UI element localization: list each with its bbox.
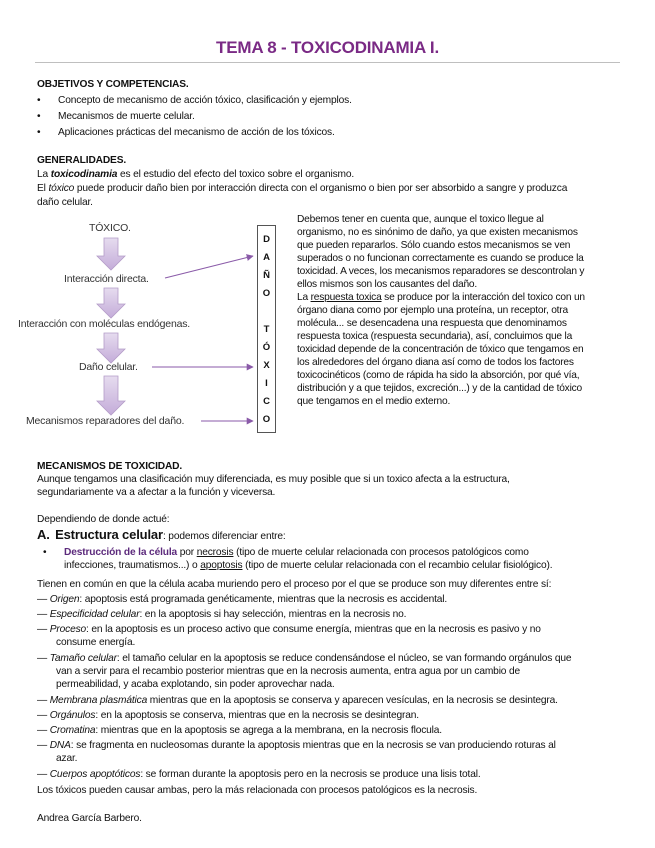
item-text: : en la apoptosis es un proceso activo que consume energía, mientras que en la necrosis es pasivo y no — [86, 624, 541, 635]
mecanismos-line: segundariamente va a afectar a la función y viceversa. — [37, 487, 276, 498]
dano-toxico-box — [257, 225, 276, 433]
side-arrow — [165, 256, 253, 278]
dash-item-cont: van a servir para el recambio posterior mientras que en la necrosis aumenta, entra agua por un cambio de — [56, 666, 521, 677]
box-letter: X — [263, 360, 270, 371]
right-text-line: Debemos tener en cuenta que, aunque el toxico llegue al — [297, 214, 544, 225]
objetivo-item: • Concepto de mecanismo de acción tóxico, clasificación y ejemplos. — [58, 94, 352, 107]
item-term: Cromatina — [49, 725, 96, 736]
item-term: Orgánulos — [49, 710, 96, 721]
item-text: : se forman durante la apoptosis pero en la necrosis se produce una lisis total. — [140, 769, 481, 780]
dash-item: — Origen: apoptosis está programada genéticamente, mientras que la necrosis es accidental. — [37, 594, 448, 605]
objetivo-item: • Aplicaciones prácticas del mecanismo de acción de los tóxicos. — [58, 126, 335, 139]
mecanismos-line: Aunque tengamos una clasificación muy diferenciada, es muy posible que si un toxico afecta a la estructura, — [37, 474, 510, 485]
diagram-step-3: Daño celular. — [79, 361, 138, 373]
item-text: : en la apoptosis se conserva, mientras que en la necrosis se desintegran. — [95, 710, 419, 721]
text-fragment: La — [37, 169, 51, 180]
item-text: : se fragmenta en nucleosomas durante la apoptosis mientras que en la necrosis se van produciendo roturas al — [70, 740, 556, 751]
text-fragment: El — [37, 183, 49, 194]
box-letter: I — [265, 378, 268, 389]
right-text-line: distribución y a que tejidos, excreción...) y de la cantidad de tóxico — [297, 383, 582, 394]
right-text-line: respuesta toxica (respuesta secundaria), así, concluimos que la — [297, 331, 573, 342]
section-a-heading — [37, 527, 286, 545]
right-text-line: órgano diana como por ejemplo una proteína, un receptor, otra — [297, 305, 568, 316]
section-letter: A. — [37, 527, 50, 542]
dependiendo-line: Dependiendo de donde actué: — [37, 514, 170, 525]
item-term: Proceso — [49, 624, 87, 635]
box-letter: Ó — [262, 342, 271, 353]
text-fragment: infecciones, traumatismos...) o — [64, 560, 201, 571]
right-text-line: los alrededores del órgano diana así como de todos los factores — [297, 357, 574, 368]
right-text-line: superados o no funcionan correctamente es cuando se produce la — [297, 253, 584, 264]
dash-item: — Tamaño celular: el tamaño celular en la apoptosis se reduce condensándose el núcleo, se van formando orgánulos que — [37, 653, 572, 664]
item-text: : el tamaño celular en la apoptosis se reduce condensándose el núcleo, se van formando orgánulos que — [116, 653, 572, 664]
text-fragment: : podemos diferenciar entre: — [162, 531, 286, 542]
right-text-line: que tengamos en el medio externo. — [297, 396, 451, 407]
text-fragment: por — [177, 547, 197, 558]
right-text-line: organismo, no es sinónimo de daño, ya que existen mecanismos — [297, 227, 578, 238]
right-text-line: molécula... se desencadena una respuesta que denominamos — [297, 318, 567, 329]
dash-item-cont: permeabilidad, y acaba explotando, sin poder aprovechar nada. — [56, 679, 335, 690]
down-arrow — [97, 333, 125, 363]
destruccion-line-1 — [64, 546, 529, 559]
right-text-line: toxicidad depende de la concentración de tóxico que tengamos en — [297, 344, 584, 355]
item-term: Membrana plasmática — [49, 695, 148, 706]
box-letter: C — [263, 396, 270, 407]
page-title: TEMA 8 - TOXICODINAMIA I. — [216, 38, 439, 57]
box-letter: T — [263, 324, 270, 335]
objetivos-heading: OBJETIVOS Y COMPETENCIAS. — [37, 79, 189, 90]
item-text: : apoptosis está programada genéticamente, mientras que la necrosis es accidental. — [79, 594, 448, 605]
text-fragment: (tipo de muerte celular relacionada con el recambio celular fisiológico). — [242, 560, 553, 571]
dash-item: — Especificidad celular: en la apoptosis si hay selección, mientras en la necrosis no. — [37, 609, 407, 620]
generalidades-line-3: daño celular. — [37, 197, 93, 208]
box-letter: O — [262, 288, 271, 299]
diagram-step-2: Interacción con moléculas endógenas. — [18, 318, 190, 330]
diagram-step-4: Mecanismos reparadores del daño. — [26, 415, 185, 427]
dash-item: — Proceso: en la apoptosis es un proceso activo que consume energía, mientras que en la necrosis es pasivo y no — [37, 624, 541, 635]
text-fragment: puede producir daño bien por interacción directa con el organismo o bien por ser absorbido a sangre y produzca — [74, 183, 568, 194]
final-line: Los tóxicos pueden causar ambas, pero la más relacionada con procesos patológicos es la necrosis. — [37, 785, 478, 796]
diagram-step-1: Interacción directa. — [64, 273, 149, 285]
right-text-line: que pueden repararlos. Sólo cuando estos mecanismos se ven — [297, 240, 571, 251]
generalidades-heading: GENERALIDADES. — [37, 155, 127, 166]
box-letter: Ñ — [263, 270, 270, 281]
right-text-line — [297, 291, 585, 304]
dash-item-cont: azar. — [56, 753, 78, 764]
right-text-line: toxicidad. A veces, los mecanismos reparadores se descontrolan y — [297, 266, 585, 277]
objetivo-item: • Mecanismos de muerte celular. — [58, 110, 195, 123]
term-apoptosis: apoptosis — [200, 560, 243, 571]
term-respuesta-toxica: respuesta toxica — [310, 292, 382, 303]
box-letter: O — [262, 414, 271, 425]
dash-item: — Orgánulos: en la apoptosis se conserva, mientras que en la necrosis se desintegran. — [37, 710, 419, 721]
item-text: mientras que en la apoptosis se conserva y aparecen vesículas, en la necrosis se desintegra. — [147, 695, 558, 706]
term-toxico: tóxico — [48, 183, 75, 194]
right-text-line: ellos mismos son los causantes del daño. — [297, 279, 478, 290]
box-letter: A — [263, 252, 270, 263]
common-line: Tienen en común en que la célula acaba muriendo pero el proceso por el que se produce son muy diferentes entre sí: — [37, 579, 552, 590]
item-term: Cuerpos apoptóticos — [49, 769, 141, 780]
section-title: Estructura celular — [55, 527, 163, 542]
down-arrow — [97, 238, 125, 270]
author: Andrea García Barbero. — [37, 813, 142, 824]
text-fragment: se produce por la interacción del toxico con un — [381, 292, 585, 303]
term-necrosis: necrosis — [196, 547, 234, 558]
item-term: Origen — [49, 594, 80, 605]
mecanismos-heading: MECANISMOS DE TOXICIDAD. — [37, 461, 183, 472]
item-text: : en la apoptosis si hay selección, mientras en la necrosis no. — [139, 609, 407, 620]
item-term: Tamaño celular — [49, 653, 117, 664]
item-text: : mientras que en la apoptosis se agrega a la membrana, en la necrosis flocula. — [95, 725, 442, 736]
box-letter: D — [263, 234, 270, 245]
item-term: DNA — [49, 740, 71, 751]
text-fragment: (tipo de muerte celular relacionada con procesos patológicos como — [233, 547, 529, 558]
dash-item: — Cromatina: mientras que en la apoptosis se agrega a la membrana, en la necrosis flocula. — [37, 725, 442, 736]
down-arrow — [97, 376, 125, 415]
dash-item: — DNA: se fragmenta en nucleosomas durante la apoptosis mientras que en la necrosis se van produciendo roturas al — [37, 740, 556, 751]
destruccion-title: Destrucción de la célula — [64, 547, 178, 558]
item-term: Especificidad celular — [49, 609, 140, 620]
right-text-line: toxicocinéticos (como de rápida ha sido la absorción, por qué vía, — [297, 370, 580, 381]
text-fragment: La — [297, 292, 311, 303]
text-fragment: es el estudio del efecto del toxico sobre el organismo. — [117, 169, 355, 180]
destruccion-line-2 — [64, 559, 552, 572]
dash-item-cont: consume energía. — [56, 637, 136, 648]
down-arrow — [97, 288, 125, 318]
dash-item: — Membrana plasmática mientras que en la apoptosis se conserva y aparecen vesículas, en la necrosis se desintegra. — [37, 695, 558, 706]
term-toxicodinamia: toxicodinamia — [50, 169, 118, 180]
dash-item: — Cuerpos apoptóticos: se forman durante la apoptosis pero en la necrosis se produce una lisis total. — [37, 769, 481, 780]
diagram-toxico-label: TÓXICO. — [89, 222, 131, 234]
